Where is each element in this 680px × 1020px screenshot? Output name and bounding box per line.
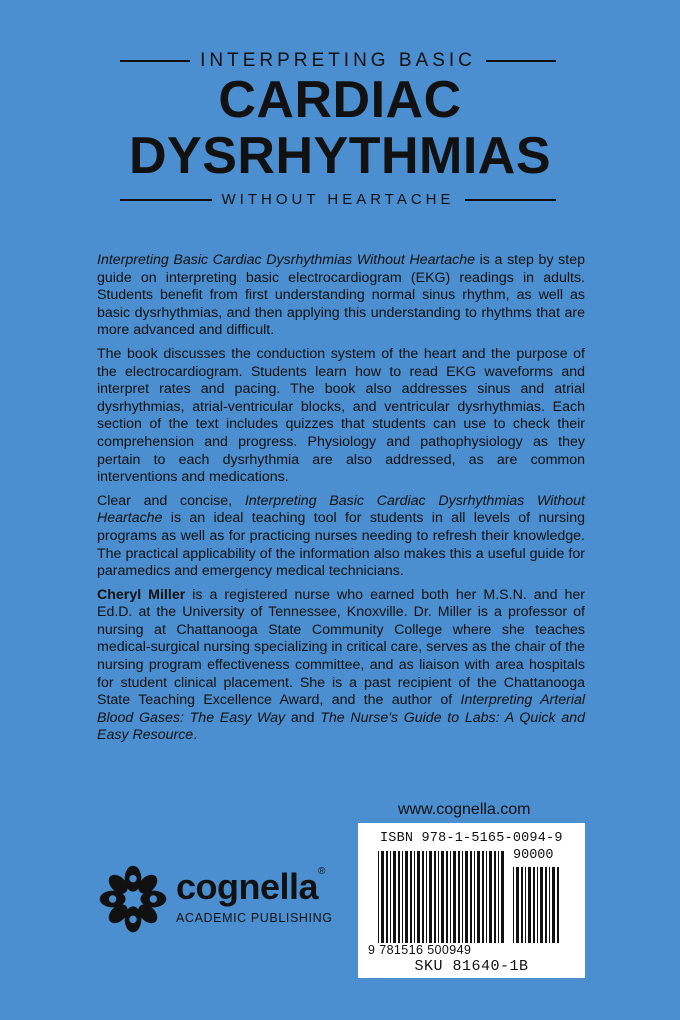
series-label: INTERPRETING BASIC bbox=[200, 50, 476, 71]
rule-right bbox=[486, 60, 556, 62]
barcode-bar bbox=[414, 851, 415, 943]
book-title-italic: Interpreting Basic Cardiac Dysrhythmias Without Heartache bbox=[97, 252, 475, 268]
paragraph-2: The book discusses the conduction system of the heart and the purpose of the electrocardiogram. Students learn how to read EKG waveforms and interpret rates and pacing. The book also addresses sinus and atrial dysrhythmias, atrial-ventricular blocks, and ventricular dysrhythmias. Each section of the text includes quizzes that students can use to check their comprehension and progress. Physiology and pathophysiology as they pertain to each dysrhythmia are also addressed, as are common interventions and medications. bbox=[97, 345, 585, 486]
author-name: Cheryl Miller bbox=[97, 586, 186, 603]
paragraph-3-lead: Clear and concise, bbox=[97, 492, 245, 509]
rule-right bbox=[465, 199, 557, 201]
other-book-1: Interpreting Arterial Blood Gases: The Easy Way bbox=[97, 692, 586, 726]
barcode-bar bbox=[429, 851, 432, 943]
barcode-bar bbox=[458, 851, 460, 943]
paragraph-1 bbox=[97, 252, 585, 340]
author-bio bbox=[97, 587, 585, 745]
barcode-bar bbox=[390, 851, 391, 943]
barcode-bar bbox=[405, 851, 408, 943]
addon-barcode-icon bbox=[513, 867, 563, 943]
barcode-bar bbox=[381, 851, 384, 943]
barcode-bar bbox=[462, 851, 463, 943]
barcode-bar bbox=[533, 867, 535, 943]
subtitle-row bbox=[120, 191, 556, 208]
paragraph-1-text: is a step by step guide on interpreting basic electrocardiogram (EKG) readings in adults. Students benefit from first understanding normal sinus rhythm, as well as basic dysrhythmias, and then applying this understanding to rhythms that are more advanced and difficult. bbox=[97, 252, 586, 339]
barcode-bar bbox=[426, 851, 427, 943]
barcode-bar bbox=[528, 867, 531, 943]
addon-number: 90000 bbox=[513, 848, 554, 863]
registered-mark: ® bbox=[318, 866, 325, 877]
barcode-bar bbox=[477, 851, 480, 943]
publisher-logo-name bbox=[176, 866, 325, 908]
rule-left bbox=[120, 60, 190, 62]
book-title-italic: Interpreting Basic Cardiac Dysrhythmias Without Heartache bbox=[97, 492, 585, 527]
period: . bbox=[193, 727, 198, 744]
subtitle-label: WITHOUT HEARTACHE bbox=[221, 191, 455, 208]
barcode-icon bbox=[378, 851, 508, 943]
barcode-bar bbox=[552, 867, 555, 943]
barcode-bar bbox=[516, 867, 519, 943]
barcode-bar bbox=[498, 851, 499, 943]
paragraph-3 bbox=[97, 493, 585, 581]
barcode-bar bbox=[378, 851, 379, 943]
barcode-bar bbox=[486, 851, 487, 943]
barcode-bar bbox=[402, 851, 403, 943]
publisher-url: www.cognella.com bbox=[398, 801, 531, 818]
barcode-bar bbox=[521, 867, 523, 943]
barcode-bar bbox=[474, 851, 475, 943]
barcode-bar bbox=[537, 867, 538, 943]
barcode-bar bbox=[525, 867, 526, 943]
conjunction: and bbox=[285, 709, 321, 726]
barcode-bar bbox=[393, 851, 396, 943]
barcode-bar bbox=[441, 851, 444, 943]
barcode-bar bbox=[557, 867, 559, 943]
barcode-bar bbox=[470, 851, 472, 943]
barcode-bar bbox=[453, 851, 456, 943]
barcode-bar bbox=[494, 851, 496, 943]
ean-number: 9 781516 500949 bbox=[368, 943, 472, 957]
barcode-bar bbox=[549, 867, 550, 943]
barcode-panel bbox=[358, 823, 585, 978]
publisher-name: cognella bbox=[176, 866, 319, 907]
barcode-bar bbox=[501, 851, 504, 943]
series-label-row bbox=[120, 50, 556, 72]
rule-left bbox=[120, 199, 212, 201]
barcode-bar bbox=[410, 851, 412, 943]
barcode-bar bbox=[446, 851, 448, 943]
barcode-bar bbox=[540, 867, 543, 943]
barcode-bar bbox=[386, 851, 388, 943]
barcode-bar bbox=[434, 851, 436, 943]
other-book-2: The Nurse's Guide to Labs: A Quick and Easy Resource bbox=[97, 709, 585, 744]
title-line-1: CARDIAC bbox=[218, 71, 462, 129]
barcode-bar bbox=[417, 851, 420, 943]
barcode-bar bbox=[422, 851, 424, 943]
author-bio-text: is a registered nurse who earned both her M.S.N. and her Ed.D. at the University of Tennessee, Knoxville. Dr. Miller is a professor of nursing at Chattanooga State Community College where she teaches medical-surgical nursing specializing in critical care, serves as the chair of the nursing program effectiveness committee, and as liaison with area hospitals for student clinical placement. She is a past recipient of the Chattanooga State Teaching Excellence Award, and the author of bbox=[97, 586, 585, 709]
publisher-subtitle: ACADEMIC PUBLISHING bbox=[176, 911, 333, 925]
paragraph-3-text: is an ideal teaching tool for students in all levels of nursing programs as well as for practicing nurses needing to refresh their knowledge. The practical applicability of the information also makes this a useful guide for paramedics and emergency medical technicians. bbox=[97, 510, 585, 580]
barcode-bar bbox=[513, 867, 514, 943]
barcode-bar bbox=[465, 851, 468, 943]
cognella-flower-icon bbox=[96, 862, 170, 936]
barcode-bar bbox=[489, 851, 492, 943]
barcode-bar bbox=[450, 851, 451, 943]
barcode-bar bbox=[398, 851, 400, 943]
barcode-bar bbox=[438, 851, 439, 943]
barcode-bar bbox=[545, 867, 547, 943]
sku-text: SKU 81640-1B bbox=[414, 958, 529, 975]
barcode-bar bbox=[482, 851, 484, 943]
isbn-text: ISBN 978-1-5165-0094-9 bbox=[380, 831, 563, 846]
description-text bbox=[97, 252, 585, 751]
title-line-2: DYSRHYTHMIAS bbox=[128, 127, 552, 185]
